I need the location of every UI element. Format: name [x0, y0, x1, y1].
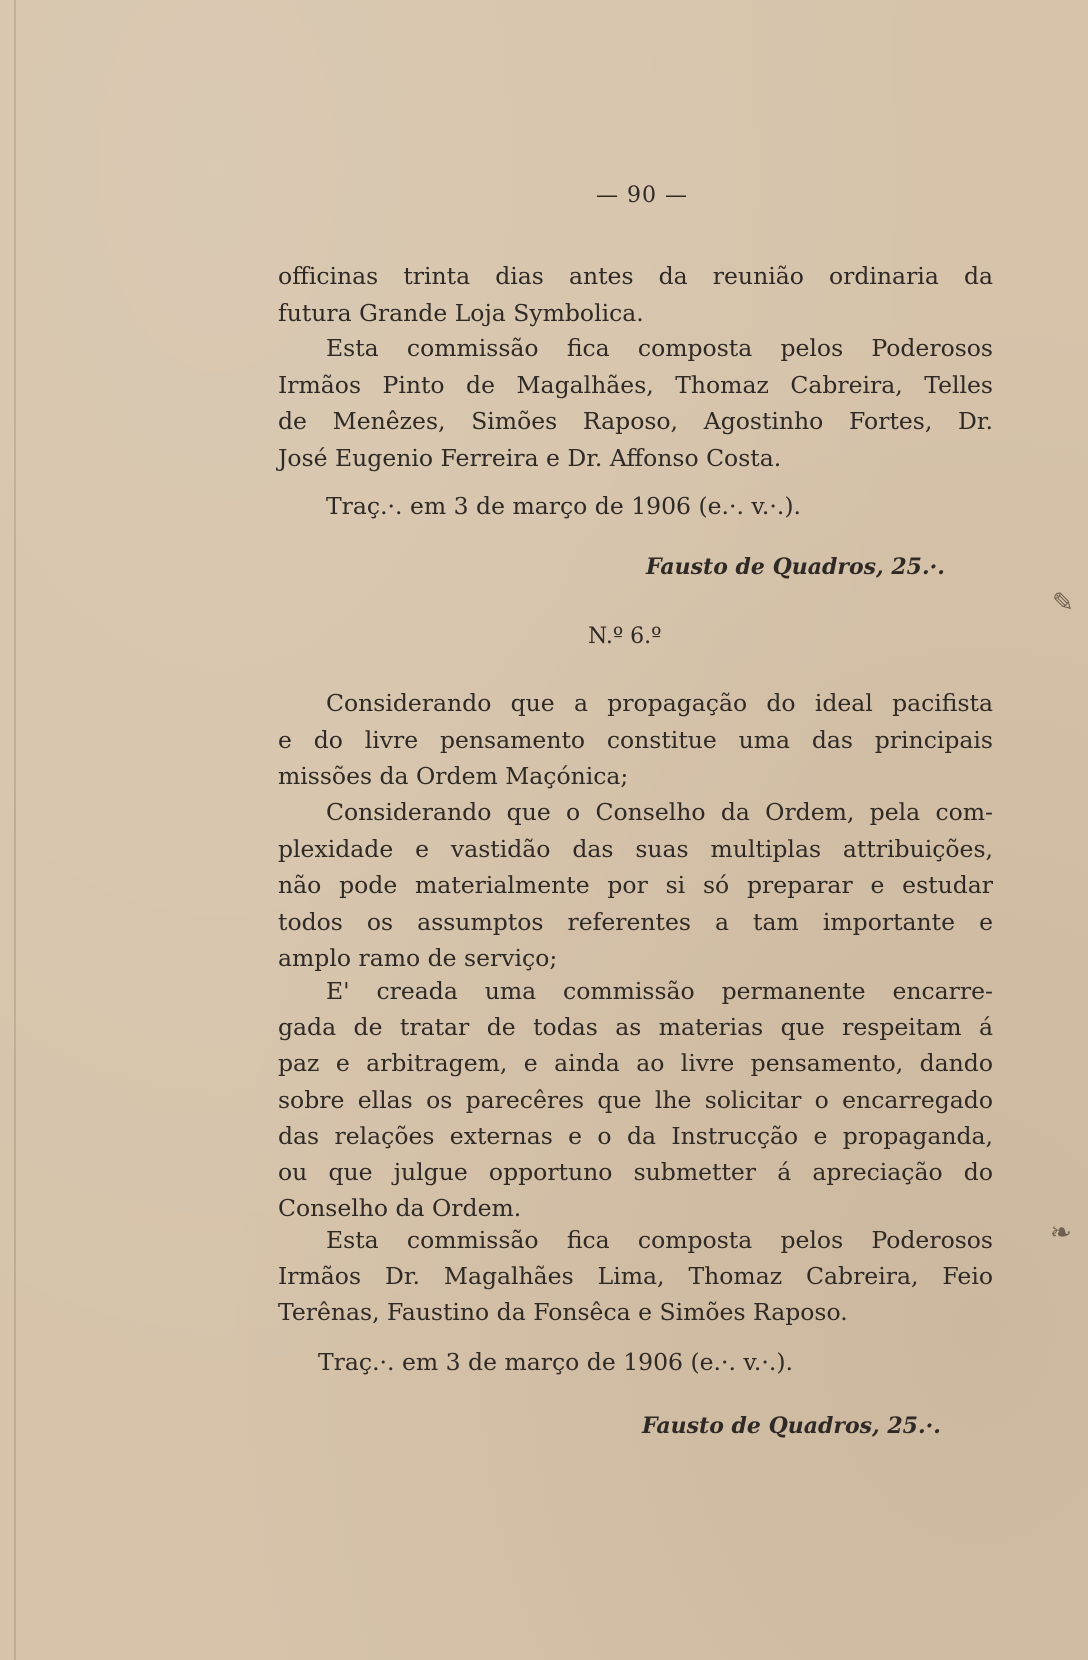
signature: Fausto de Quadros, 25.·.	[646, 554, 945, 580]
text-line: paz e arbitragem, e ainda ao livre pensamento, dando	[278, 1049, 993, 1078]
text-line: Esta commissão fica composta pelos Poderosos	[326, 1226, 993, 1254]
text-line: E' creada uma commissão permanente encarre-	[326, 977, 993, 1005]
page-number: — 90 —	[596, 183, 688, 208]
paragraph-commission-members-2	[278, 1222, 993, 1331]
text-line: de Menêzes, Simões Raposo, Agostinho Fortes, Dr.	[278, 407, 993, 436]
text-line: plexidade e vastidão das suas multiplas attribuições,	[278, 834, 993, 863]
text-line: todos os assumptos referentes a tam importante e	[278, 907, 993, 936]
date-line: Traç.·. em 3 de março de 1906 (e.·. v.·.).	[326, 492, 801, 520]
text-line: e do livre pensamento constitue uma das principais	[278, 725, 993, 754]
paragraph-considerando-2	[278, 794, 993, 977]
text-line: das relações externas e o da Instrucção e propaganda,	[278, 1121, 993, 1150]
text-line: José Eugenio Ferreira e Dr. Affonso Costa.	[278, 443, 782, 472]
binding-edge	[14, 0, 16, 1660]
text-line: missões da Ordem Maçónica;	[278, 762, 629, 791]
text-line: Considerando que a propagação do ideal pacifista	[326, 689, 993, 717]
text-line: amplo ramo de serviço;	[278, 944, 558, 973]
date-line: Traç.·. em 3 de março de 1906 (e.·. v.·.).	[318, 1348, 793, 1376]
paragraph-continuation	[278, 258, 993, 331]
paragraph-commission-members	[278, 330, 993, 476]
text-line: Irmãos Dr. Magalhães Lima, Thomaz Cabreira, Feio	[278, 1262, 993, 1291]
text-line: Esta commissão fica composta pelos Poderosos	[326, 334, 993, 362]
text-line: futura Grande Loja Symbolica.	[278, 298, 644, 327]
signature: Fausto de Quadros, 25.·.	[642, 1413, 941, 1439]
text-line: officinas trinta dias antes da reunião ordinaria da	[278, 262, 993, 290]
margin-ink-mark: ✎	[1052, 588, 1074, 618]
paragraph-considerando-1	[278, 685, 993, 795]
text-line: Irmãos Pinto de Magalhães, Thomaz Cabreira, Telles	[278, 370, 993, 399]
text-line: Considerando que o Conselho da Ordem, pela com-	[326, 798, 993, 826]
text-line: sobre ellas os parecêres que lhe solicitar o encarregado	[278, 1085, 993, 1114]
text-line: Conselho da Ordem.	[278, 1194, 522, 1223]
text-line: Terênas, Faustino da Fonsêca e Simões Raposo.	[278, 1298, 848, 1327]
text-line: não pode materialmente por si só preparar e estudar	[278, 871, 993, 900]
section-number: N.º 6.º	[588, 624, 662, 649]
text-line: gada de tratar de todas as materias que respeitam á	[278, 1013, 993, 1042]
text-line: ou que julgue opportuno submetter á apreciação do	[278, 1158, 993, 1187]
margin-ink-mark: ❧	[1050, 1218, 1072, 1248]
paragraph-resolution	[278, 973, 993, 1226]
